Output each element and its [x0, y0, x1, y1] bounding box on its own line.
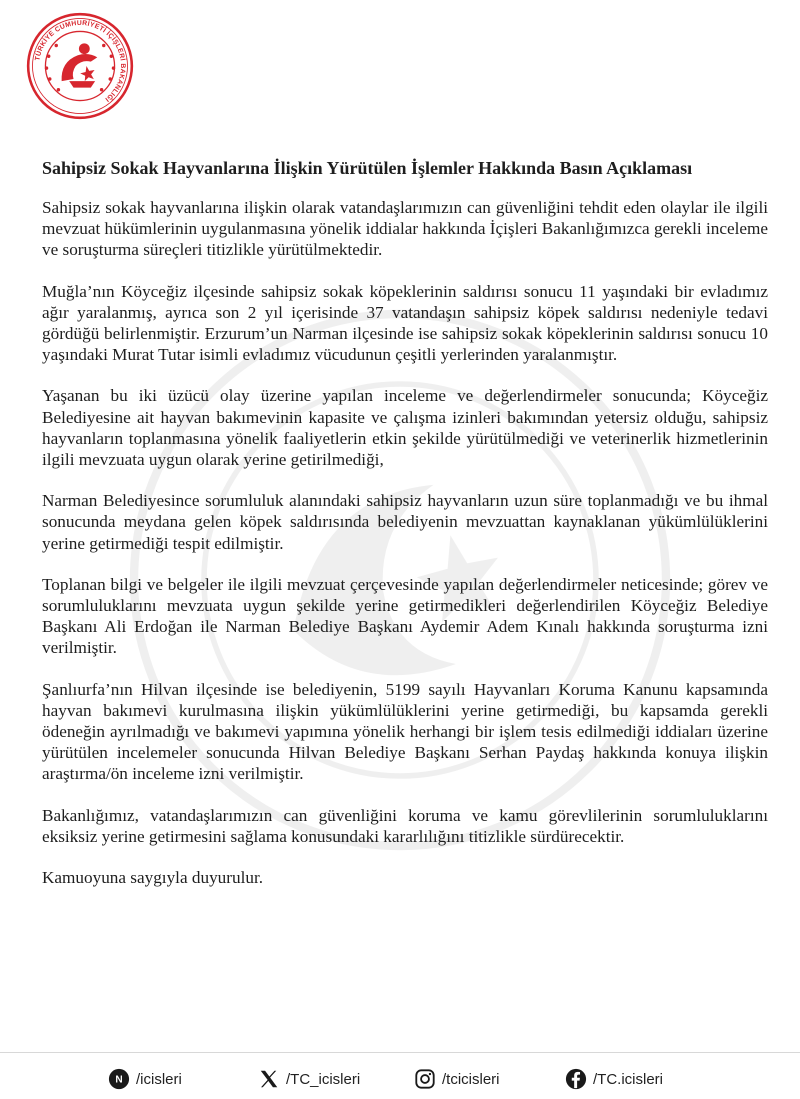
paragraph-3: Yaşanan bu iki üzücü olay üzerine yapılan inceleme ve değerlendirmeler sonucunda; Köyceğiz Belediyesine ait hayvan bakımevinin kapasite ve çalışma izinleri bakımından yetersiz olduğu, sahipsiz hayvanların toplanmasına yönelik faaliyetlerin etkin şekilde yürütülmediği ve veterinerlik hizmetlerinin ilgili mevzuata uygun olarak yerine getirilmediği,: [42, 386, 768, 470]
x-icon: [258, 1068, 280, 1090]
x-handle: /TC_icisleri: [286, 1070, 361, 1088]
closing-line: Kamuoyuna saygıyla duyurulur.: [42, 868, 264, 888]
instagram-handle: /tcicisleri: [442, 1070, 500, 1088]
footer-divider: [0, 1052, 800, 1053]
facebook-link[interactable]: [565, 1066, 663, 1092]
document-title: Sahipsiz Sokak Hayvanlarına İlişkin Yürütülen İşlemler Hakkında Basın Açıklaması: [42, 158, 693, 178]
paragraph-2: Muğla’nın Köyceğiz ilçesinde sahipsiz sokak köpeklerinin saldırısı sonucu 11 yaşındaki bir evladımız ağır yaralanmış, ayrıca son 2 yıl içerisinde 37 vatandaşın sahipsiz köpek saldırısı nedeniyle tedavi gördüğü belirlenmiştir. Erzurum’un Narman ilçesinde ise sahipsiz sokak köpeklerinin saldırısı sonucu 10 yaşındaki Murat Tutar isimli evladımız vücudunun çeşitli yerlerinden yaralanmıştır.: [42, 281, 768, 365]
seal-ring-text: TÜRKİYE CUMHURİYETİ İÇİŞLERİ BAKANLIĞI: [34, 19, 127, 103]
document-body: [42, 158, 768, 908]
paragraph-1: Sahipsiz sokak hayvanlarına ilişkin olarak vatandaşlarımızın can güvenliğini tehdit eden olaylar ile ilgili mevzuat hükümlerinin uygulanmasına yönelik iddialar hakkında İçişleri Bakanlığımızca gerekli inceleme ve soruşturma süreçleri titizlikle yürütülmektedir.: [42, 198, 768, 260]
ministry-seal-logo: [26, 12, 134, 120]
paragraph-6: Şanlıurfa’nın Hilvan ilçesinde ise belediyenin, 5199 sayılı Hayvanları Koruma Kanunu kapsamında hayvan bakımevi kurulmasına ilişkin yükümlülüklerini yerine getirmediği, bu kapsamda gerekli ödeneğin ayrılmadığı ve bakımevi yapımına yönelik herhangi bir işlem tesis edilmediği iddiaları üzerine yürütülen incelemeler sonucunda Hilvan Belediye Başkanı Serhan Paydaş hakkında konuya ilişkin araştırma/ön inceleme izni verilmiştir.: [42, 679, 768, 784]
instagram-link[interactable]: [414, 1066, 500, 1092]
svg-text:N: N: [115, 1074, 123, 1086]
social-footer: [0, 1066, 800, 1092]
facebook-icon: [565, 1068, 587, 1090]
paragraph-4: Narman Belediyesince sorumluluk alanındaki sahipsiz hayvanların uzun süre toplanmadığı ve bu ihmal sonucunda meydana gelen köpek saldırısında belediyenin mevzuattan kaynaklanan yükümlülüklerini yerine getirmediği tespit edilmiştir.: [42, 491, 768, 553]
nsosyal-icon: [108, 1068, 130, 1090]
instagram-icon: [414, 1068, 436, 1090]
nsosyal-link[interactable]: [108, 1066, 182, 1092]
paragraph-7: Bakanlığımız, vatandaşlarımızın can güvenliğini koruma ve kamu görevlilerinin sorumluluklarını eksiksiz yerine getirmesini sağlama konusundaki kararlılığını titizlikle sürdürecektir.: [42, 805, 768, 846]
facebook-handle: /TC.icisleri: [593, 1070, 663, 1088]
x-link[interactable]: [258, 1066, 360, 1092]
nsosyal-handle: /icisleri: [136, 1070, 182, 1088]
paragraph-5: Toplanan bilgi ve belgeler ile ilgili mevzuat çerçevesinde yapılan değerlendirmeler neticesinde; görev ve sorumluluklarını mevzuata uygun şekilde yerine getirmedikleri değerlendirilen Köyceğiz Belediye Başkanı Ali Erdoğan ile Narman Belediye Başkanı Aydemir Adem Kınalı hakkında soruşturma izni verilmiştir.: [42, 574, 768, 658]
